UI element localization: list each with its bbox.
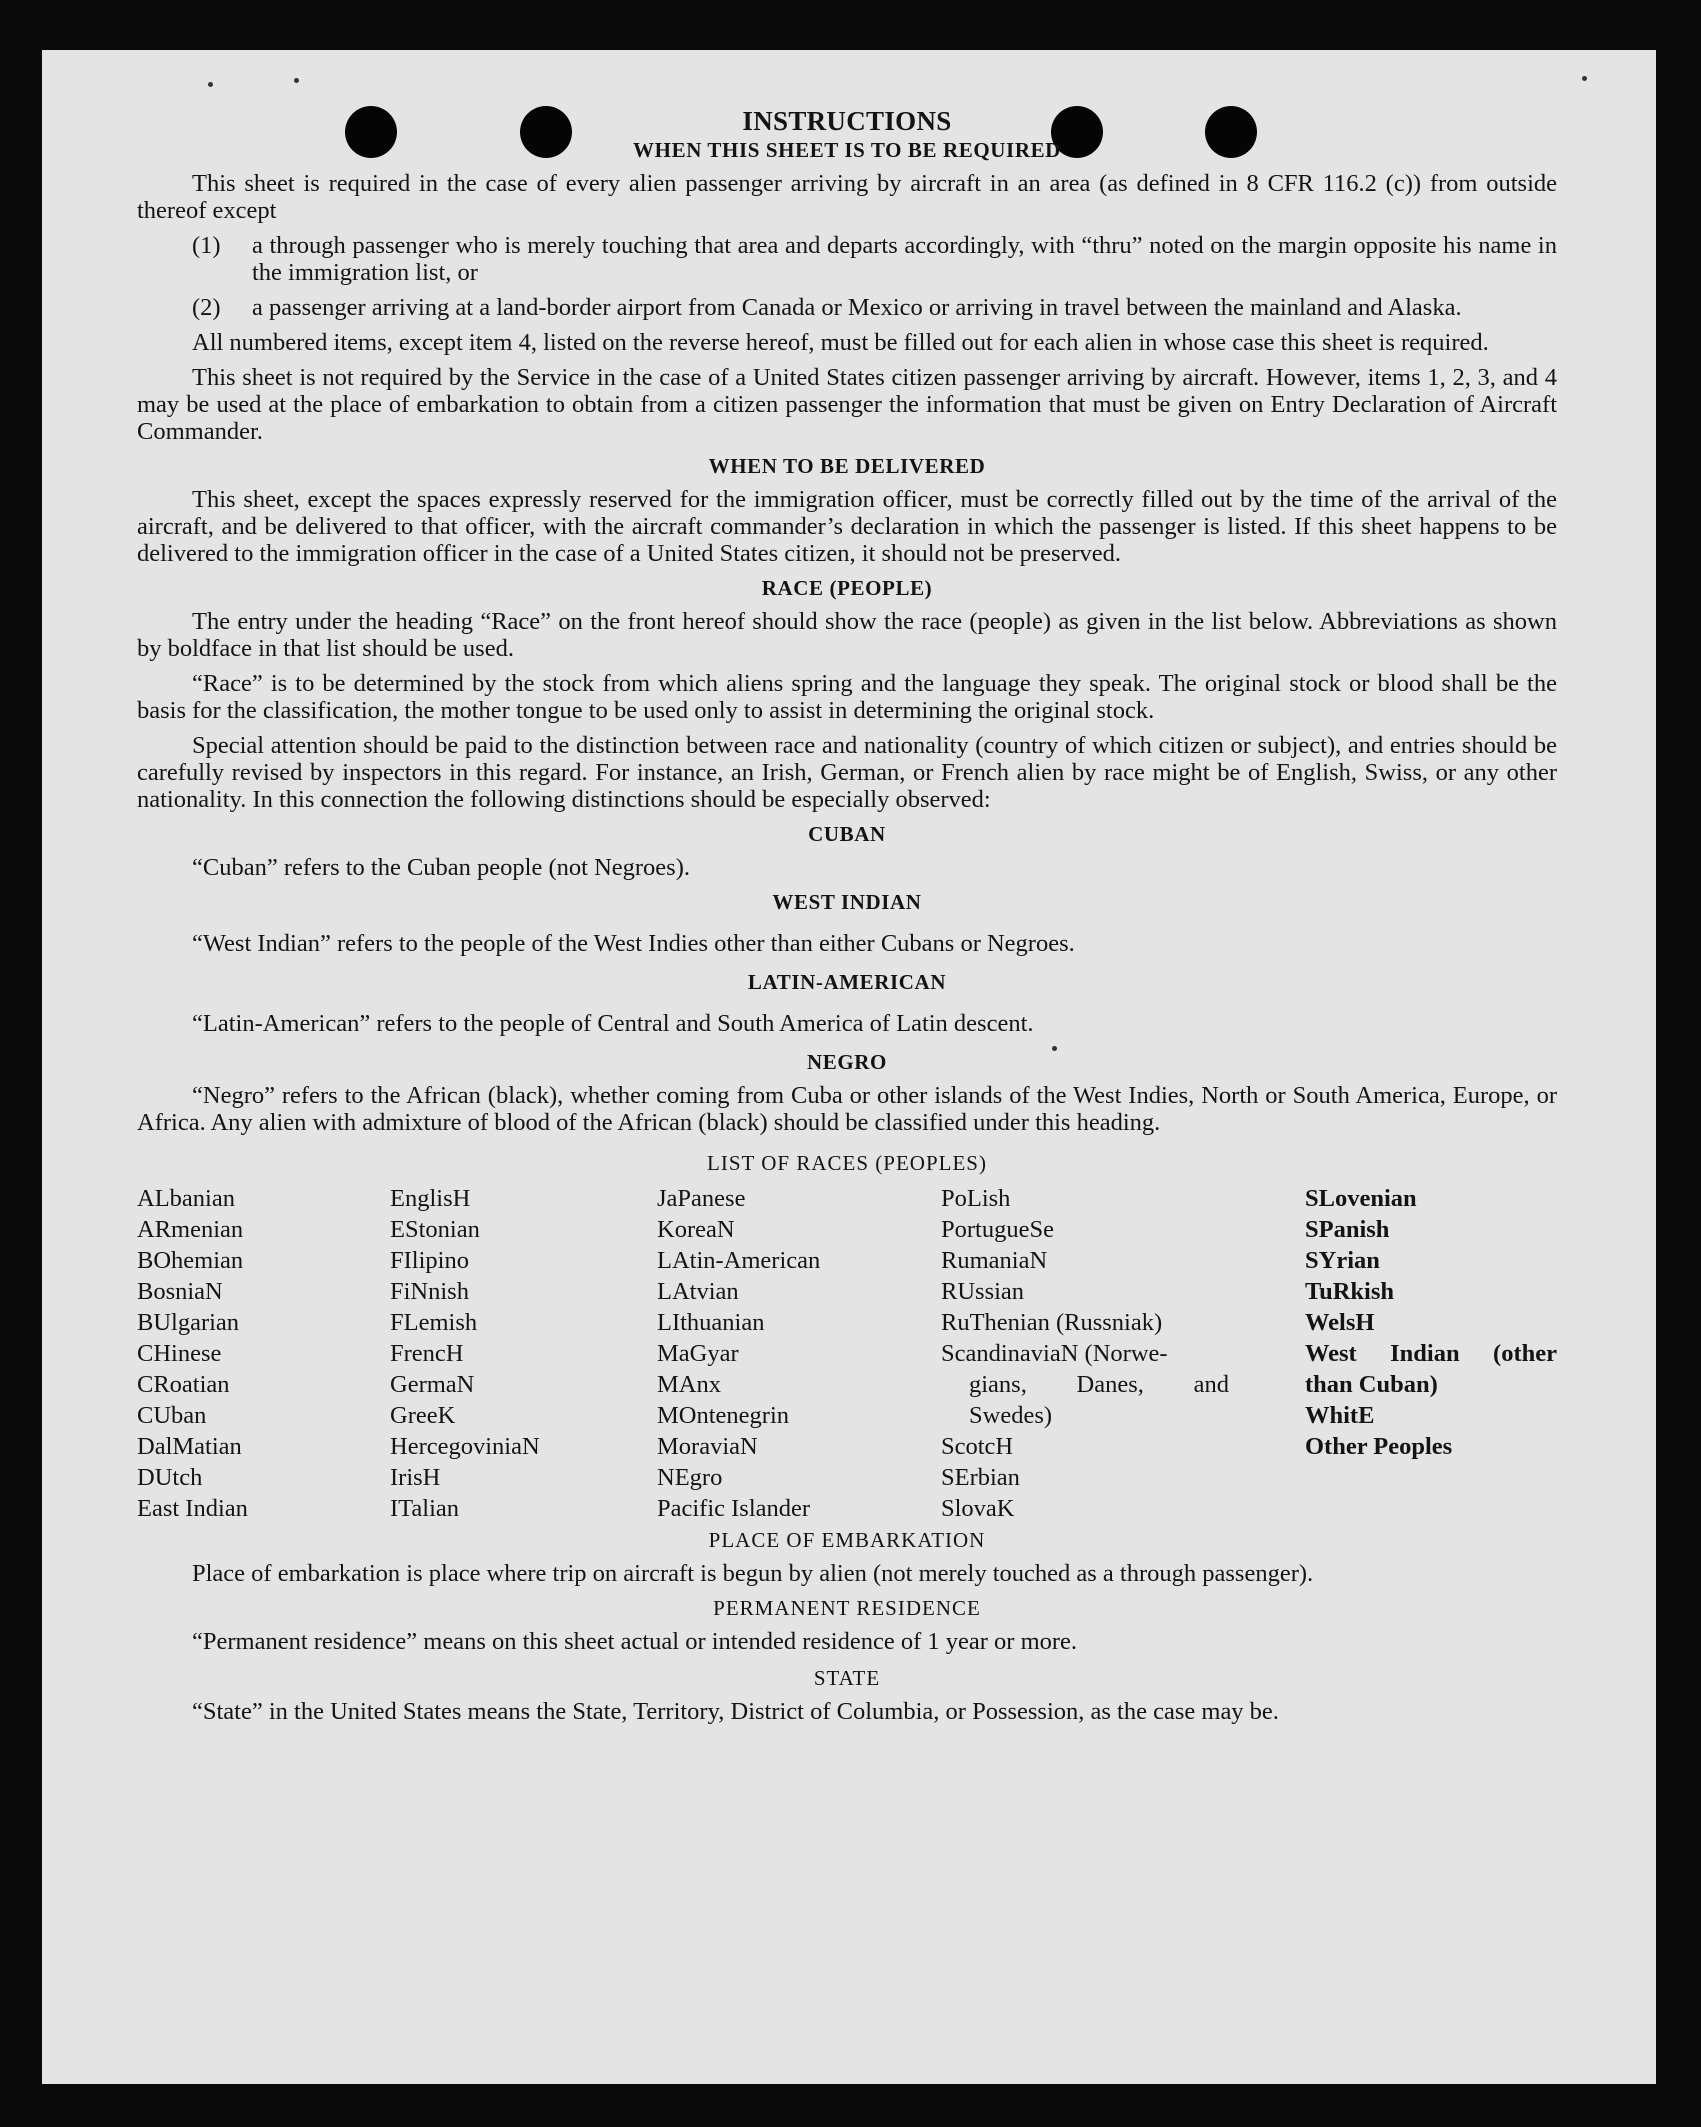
heading-latin-american: LATIN-AMERICAN — [747, 970, 947, 994]
race-entry: EnglisH — [390, 1185, 471, 1212]
heading-west-indian: WEST INDIAN — [772, 890, 922, 914]
race-entry: EStonian — [390, 1216, 480, 1243]
list-item — [192, 232, 1557, 286]
heading-negro: NEGRO — [806, 1050, 887, 1074]
heading-list-of-races: LIST OF RACES (PEOPLES) — [707, 1151, 987, 1175]
race-entry: FrencH — [390, 1340, 464, 1367]
race-entry: DUtch — [137, 1464, 203, 1491]
heading-race: RACE (PEOPLE) — [761, 576, 933, 600]
race-entry: IrisH — [390, 1464, 441, 1491]
race-entry: MOntenegrin — [657, 1402, 789, 1429]
race-entry: PoLish — [941, 1185, 1011, 1212]
race-list — [137, 1183, 1557, 1523]
paragraph: This sheet is required in the case of every alien passenger arriving by aircraft in an area (as defined in 8 CFR 116.2 (c)) from outside thereof except — [137, 170, 1557, 224]
paragraph: “Negro” refers to the African (black), whether coming from Cuba or other islands of the West Indies, North or South America, Europe, or Africa. Any alien with admixture of blood of the African (black) should be classified under this heading. — [137, 1082, 1557, 1136]
heading-place-of-embarkation: PLACE OF EMBARKATION — [708, 1528, 986, 1552]
item-number: (2) — [192, 294, 221, 321]
race-column — [657, 1183, 820, 1524]
race-entry: ARmenian — [137, 1216, 244, 1243]
race-entry: JaPanese — [657, 1185, 746, 1212]
race-column — [137, 1183, 248, 1524]
heading-permanent-residence: PERMANENT RESIDENCE — [713, 1596, 981, 1620]
race-entry: ALbanian — [137, 1185, 235, 1212]
race-entry: SPanish — [1305, 1216, 1390, 1243]
race-entry: Pacific Islander — [657, 1495, 811, 1522]
paragraph: Place of embarkation is place where trip on aircraft is begun by alien (not merely touched as a through passenger). — [192, 1560, 1314, 1587]
race-entry: MAnx — [657, 1371, 721, 1398]
paragraph: This sheet, except the spaces expressly reserved for the immigration officer, must be correctly filled out by the time of the arrival of the aircraft, and be delivered to that officer, with the aircraft commander’s declaration in which the passenger is listed. If this sheet happens to be delivered to the immigration officer in the case of a United States citizen, it should not be preserved. — [137, 486, 1557, 567]
race-entry: than Cuban) — [1305, 1371, 1438, 1398]
race-entry: NEgro — [657, 1464, 723, 1491]
race-entry: CHinese — [137, 1340, 222, 1367]
race-entry: FIlipino — [390, 1247, 469, 1274]
race-entry: RUssian — [941, 1278, 1025, 1305]
race-column — [390, 1183, 540, 1524]
race-entry: RuThenian (Russniak) — [941, 1309, 1163, 1336]
heading-state: STATE — [813, 1666, 881, 1690]
page-title: INSTRUCTIONS — [742, 106, 952, 136]
speck — [1582, 76, 1587, 81]
race-column — [1305, 1183, 1557, 1462]
race-entry: GreeK — [390, 1402, 456, 1429]
speck — [294, 78, 299, 83]
document-page — [42, 50, 1656, 2084]
race-entry: KoreaN — [657, 1216, 735, 1243]
race-entry: ScotcH — [941, 1433, 1014, 1460]
document-body — [137, 108, 1557, 1733]
definition: “Cuban” refers to the Cuban people (not Negroes). — [192, 854, 690, 881]
paragraph: “State” in the United States means the State, Territory, District of Columbia, or Possession, as the case may be. — [192, 1698, 1279, 1725]
speck — [208, 82, 213, 87]
race-entry: CUban — [137, 1402, 207, 1429]
heading-when-delivered: WHEN TO BE DELIVERED — [708, 454, 986, 478]
heading-cuban: CUBAN — [808, 822, 886, 846]
race-entry: ScandinaviaN (Norwe- — [941, 1340, 1168, 1367]
race-entry: gians, Danes, and — [969, 1371, 1229, 1398]
race-entry: RumaniaN — [941, 1247, 1048, 1274]
race-entry: HercegoviniaN — [390, 1433, 540, 1460]
race-entry: DalMatian — [137, 1433, 242, 1460]
item-text: a through passenger who is merely touching that area and departs accordingly, with “thru” noted on the margin opposite his name in the immigration list, or — [252, 232, 1557, 286]
race-entry: East Indian — [137, 1495, 248, 1522]
definition: “Permanent residence” means on this sheet actual or intended residence of 1 year or more. — [192, 1628, 1078, 1655]
item-text: a passenger arriving at a land-border airport from Canada or Mexico or arriving in travel between the mainland and Alaska. — [252, 294, 1462, 321]
race-entry: PortugueSe — [941, 1216, 1054, 1243]
race-entry: WelsH — [1305, 1309, 1375, 1336]
race-entry: SLovenian — [1305, 1185, 1417, 1212]
race-entry: LAtvian — [657, 1278, 739, 1305]
race-entry: SlovaK — [941, 1495, 1015, 1522]
definition: “West Indian” refers to the people of the West Indies other than either Cubans or Negroes. — [192, 930, 1075, 957]
paragraph: Special attention should be paid to the distinction between race and nationality (country of which citizen or subject), and entries should be carefully revised by inspectors in this regard. For instance, an Irish, German, or French alien by race might be of English, Swiss, or any other nationality. In this connection the following distinctions should be especially observed: — [137, 732, 1557, 813]
race-entry: ITalian — [390, 1495, 460, 1522]
race-entry: BUlgarian — [137, 1309, 240, 1336]
race-entry: BOhemian — [137, 1247, 244, 1274]
race-entry: Other Peoples — [1305, 1433, 1453, 1460]
race-entry: FiNnish — [390, 1278, 469, 1305]
item-number: (1) — [192, 232, 221, 259]
race-entry: West Indian (other — [1305, 1340, 1557, 1367]
race-entry: LAtin-American — [657, 1247, 821, 1274]
paragraph: “Race” is to be determined by the stock from which aliens spring and the language they speak. The original stock or blood shall be the basis for the classification, the mother tongue to be used only to assist in determining the original stock. — [137, 670, 1557, 724]
definition: “Latin-American” refers to the people of Central and South America of Latin descent. — [192, 1010, 1034, 1037]
paragraph: The entry under the heading “Race” on the front hereof should show the race (people) as given in the list below. Abbreviations as shown by boldface in that list should be used. — [137, 608, 1557, 662]
race-entry: SErbian — [941, 1464, 1020, 1491]
paragraph: This sheet is not required by the Service in the case of a United States citizen passenger arriving by aircraft. However, items 1, 2, 3, and 4 may be used at the place of embarkation to obtain from a citizen passenger the information that must be given on Entry Declaration of Aircraft Commander. — [137, 364, 1557, 445]
race-entry: CRoatian — [137, 1371, 230, 1398]
race-entry: BosniaN — [137, 1278, 223, 1305]
race-column — [941, 1183, 1229, 1524]
race-entry: GermaN — [390, 1371, 475, 1398]
race-entry: WhitE — [1305, 1402, 1375, 1429]
race-entry: MoraviaN — [657, 1433, 758, 1460]
race-entry: FLemish — [390, 1309, 478, 1336]
race-entry: Swedes) — [969, 1402, 1053, 1429]
list-item — [192, 294, 1557, 321]
paragraph: All numbered items, except item 4, listed on the reverse hereof, must be filled out for each alien in whose case this sheet is required. — [192, 329, 1489, 356]
race-entry: SYrian — [1305, 1247, 1380, 1274]
race-entry: TuRkish — [1305, 1278, 1395, 1305]
heading-when-required: WHEN THIS SHEET IS TO BE REQUIRED — [633, 138, 1061, 162]
race-entry: MaGyar — [657, 1340, 739, 1367]
race-entry: LIthuanian — [657, 1309, 765, 1336]
